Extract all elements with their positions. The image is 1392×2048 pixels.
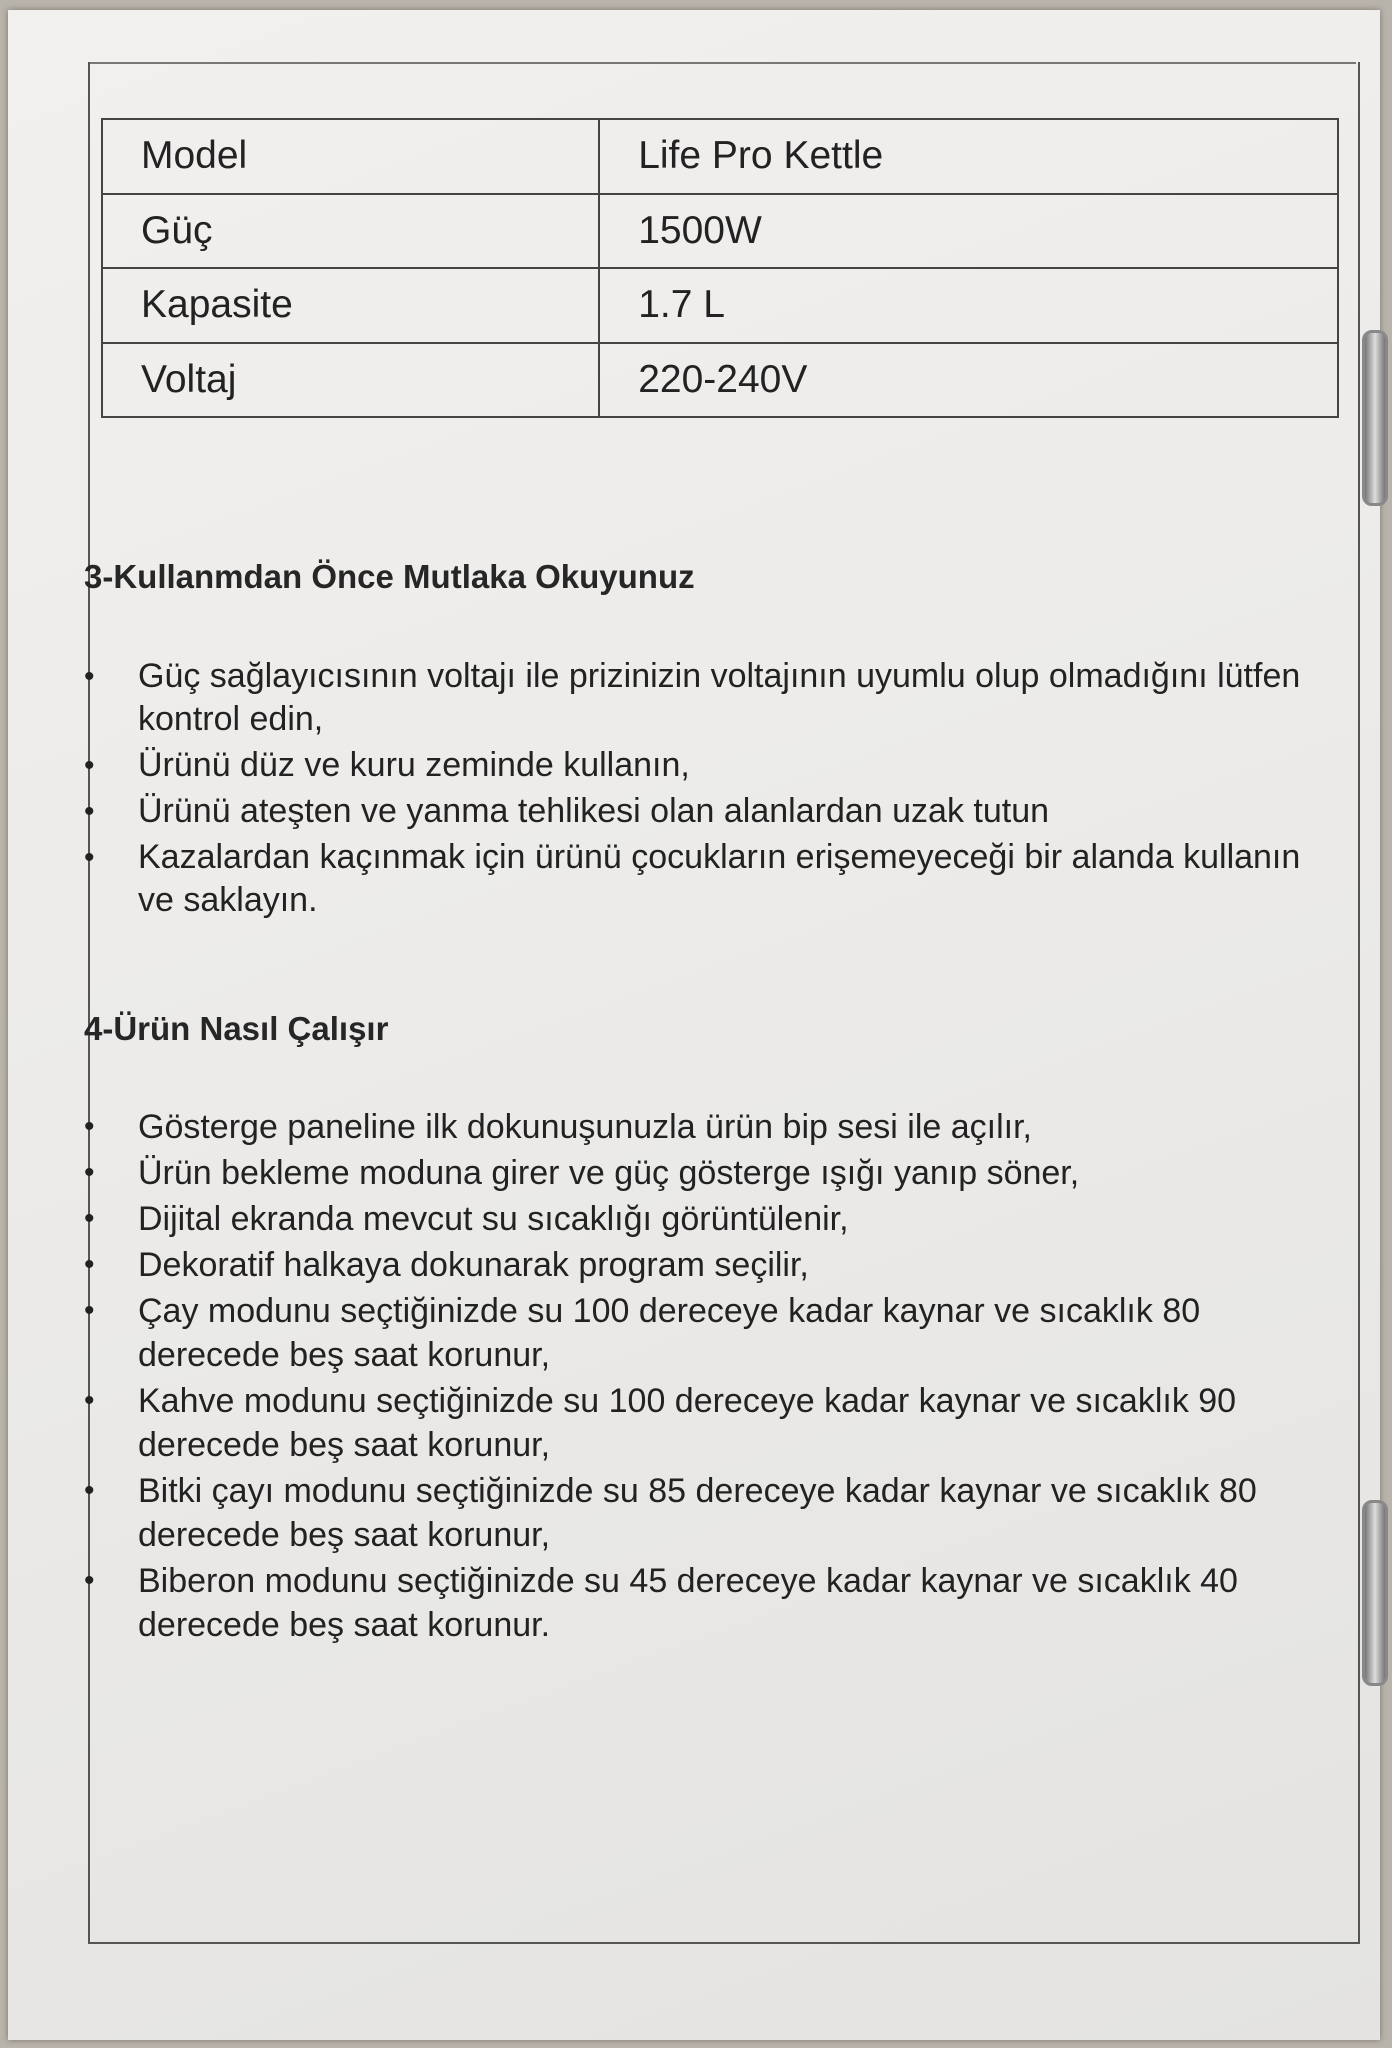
list-item: • Ürünü ateşten ve yanma tehlikesi olan alanlardan uzak tutun xyxy=(84,790,1324,833)
section-3-heading: 3-Kullanmdan Önce Mutlaka Okuyunuz xyxy=(84,558,695,595)
spec-value: 1500W xyxy=(599,194,1338,269)
section-4-heading: 4-Ürün Nasıl Çalışır xyxy=(84,1010,389,1047)
table-row xyxy=(102,194,1338,269)
list-item: • Çay modunu seçtiğinizde su 100 dereceye kadar kaynar ve sıcaklık 80 derecede beş saat korunur, xyxy=(84,1289,1324,1377)
table-row xyxy=(102,268,1338,343)
table-row xyxy=(102,119,1338,194)
spec-value: Life Pro Kettle xyxy=(599,119,1338,194)
spec-label: Model xyxy=(102,119,599,194)
spec-label: Güç xyxy=(102,194,599,269)
list-item: • Güç sağlayıcısının voltajı ile prizinizin voltajının uyumlu olup olmadığını lütfen kontrol edin, xyxy=(84,655,1324,741)
list-item: • Dekoratif halkaya dokunarak program seçilir, xyxy=(84,1243,1324,1287)
list-item: • Gösterge paneline ilk dokunuşunuzla ürün bip sesi ile açılır, xyxy=(84,1105,1324,1149)
list-item: • Bitki çayı modunu seçtiğinizde su 85 dereceye kadar kaynar ve sıcaklık 80 derecede beş saat korunur, xyxy=(84,1469,1324,1557)
binder-staple-top xyxy=(1362,330,1388,506)
list-item: • Kazalardan kaçınmak için ürünü çocukların erişemeyeceği bir alanda kullanın ve saklayın. xyxy=(84,836,1324,922)
section-3-list xyxy=(84,655,1324,925)
list-item: • Kahve modunu seçtiğinizde su 100 dereceye kadar kaynar ve sıcaklık 90 derecede beş saat korunur, xyxy=(84,1379,1324,1467)
spec-table xyxy=(101,118,1339,418)
spec-label: Kapasite xyxy=(102,268,599,343)
list-item: • Biberon modunu seçtiğinizde su 45 dereceye kadar kaynar ve sıcaklık 40 derecede beş saat korunur. xyxy=(84,1559,1324,1647)
spec-value: 220-240V xyxy=(599,343,1338,418)
binder-staple-bottom xyxy=(1362,1500,1388,1686)
list-item: • Ürün bekleme moduna girer ve güç gösterge ışığı yanıp söner, xyxy=(84,1151,1324,1195)
list-item: • Ürünü düz ve kuru zeminde kullanın, xyxy=(84,744,1324,787)
table-row xyxy=(102,343,1338,418)
list-item: • Dijital ekranda mevcut su sıcaklığı görüntülenir, xyxy=(84,1197,1324,1241)
spec-value: 1.7 L xyxy=(599,268,1338,343)
spec-label: Voltaj xyxy=(102,343,599,418)
manual-page xyxy=(8,10,1380,2040)
section-4-list xyxy=(84,1105,1324,1649)
